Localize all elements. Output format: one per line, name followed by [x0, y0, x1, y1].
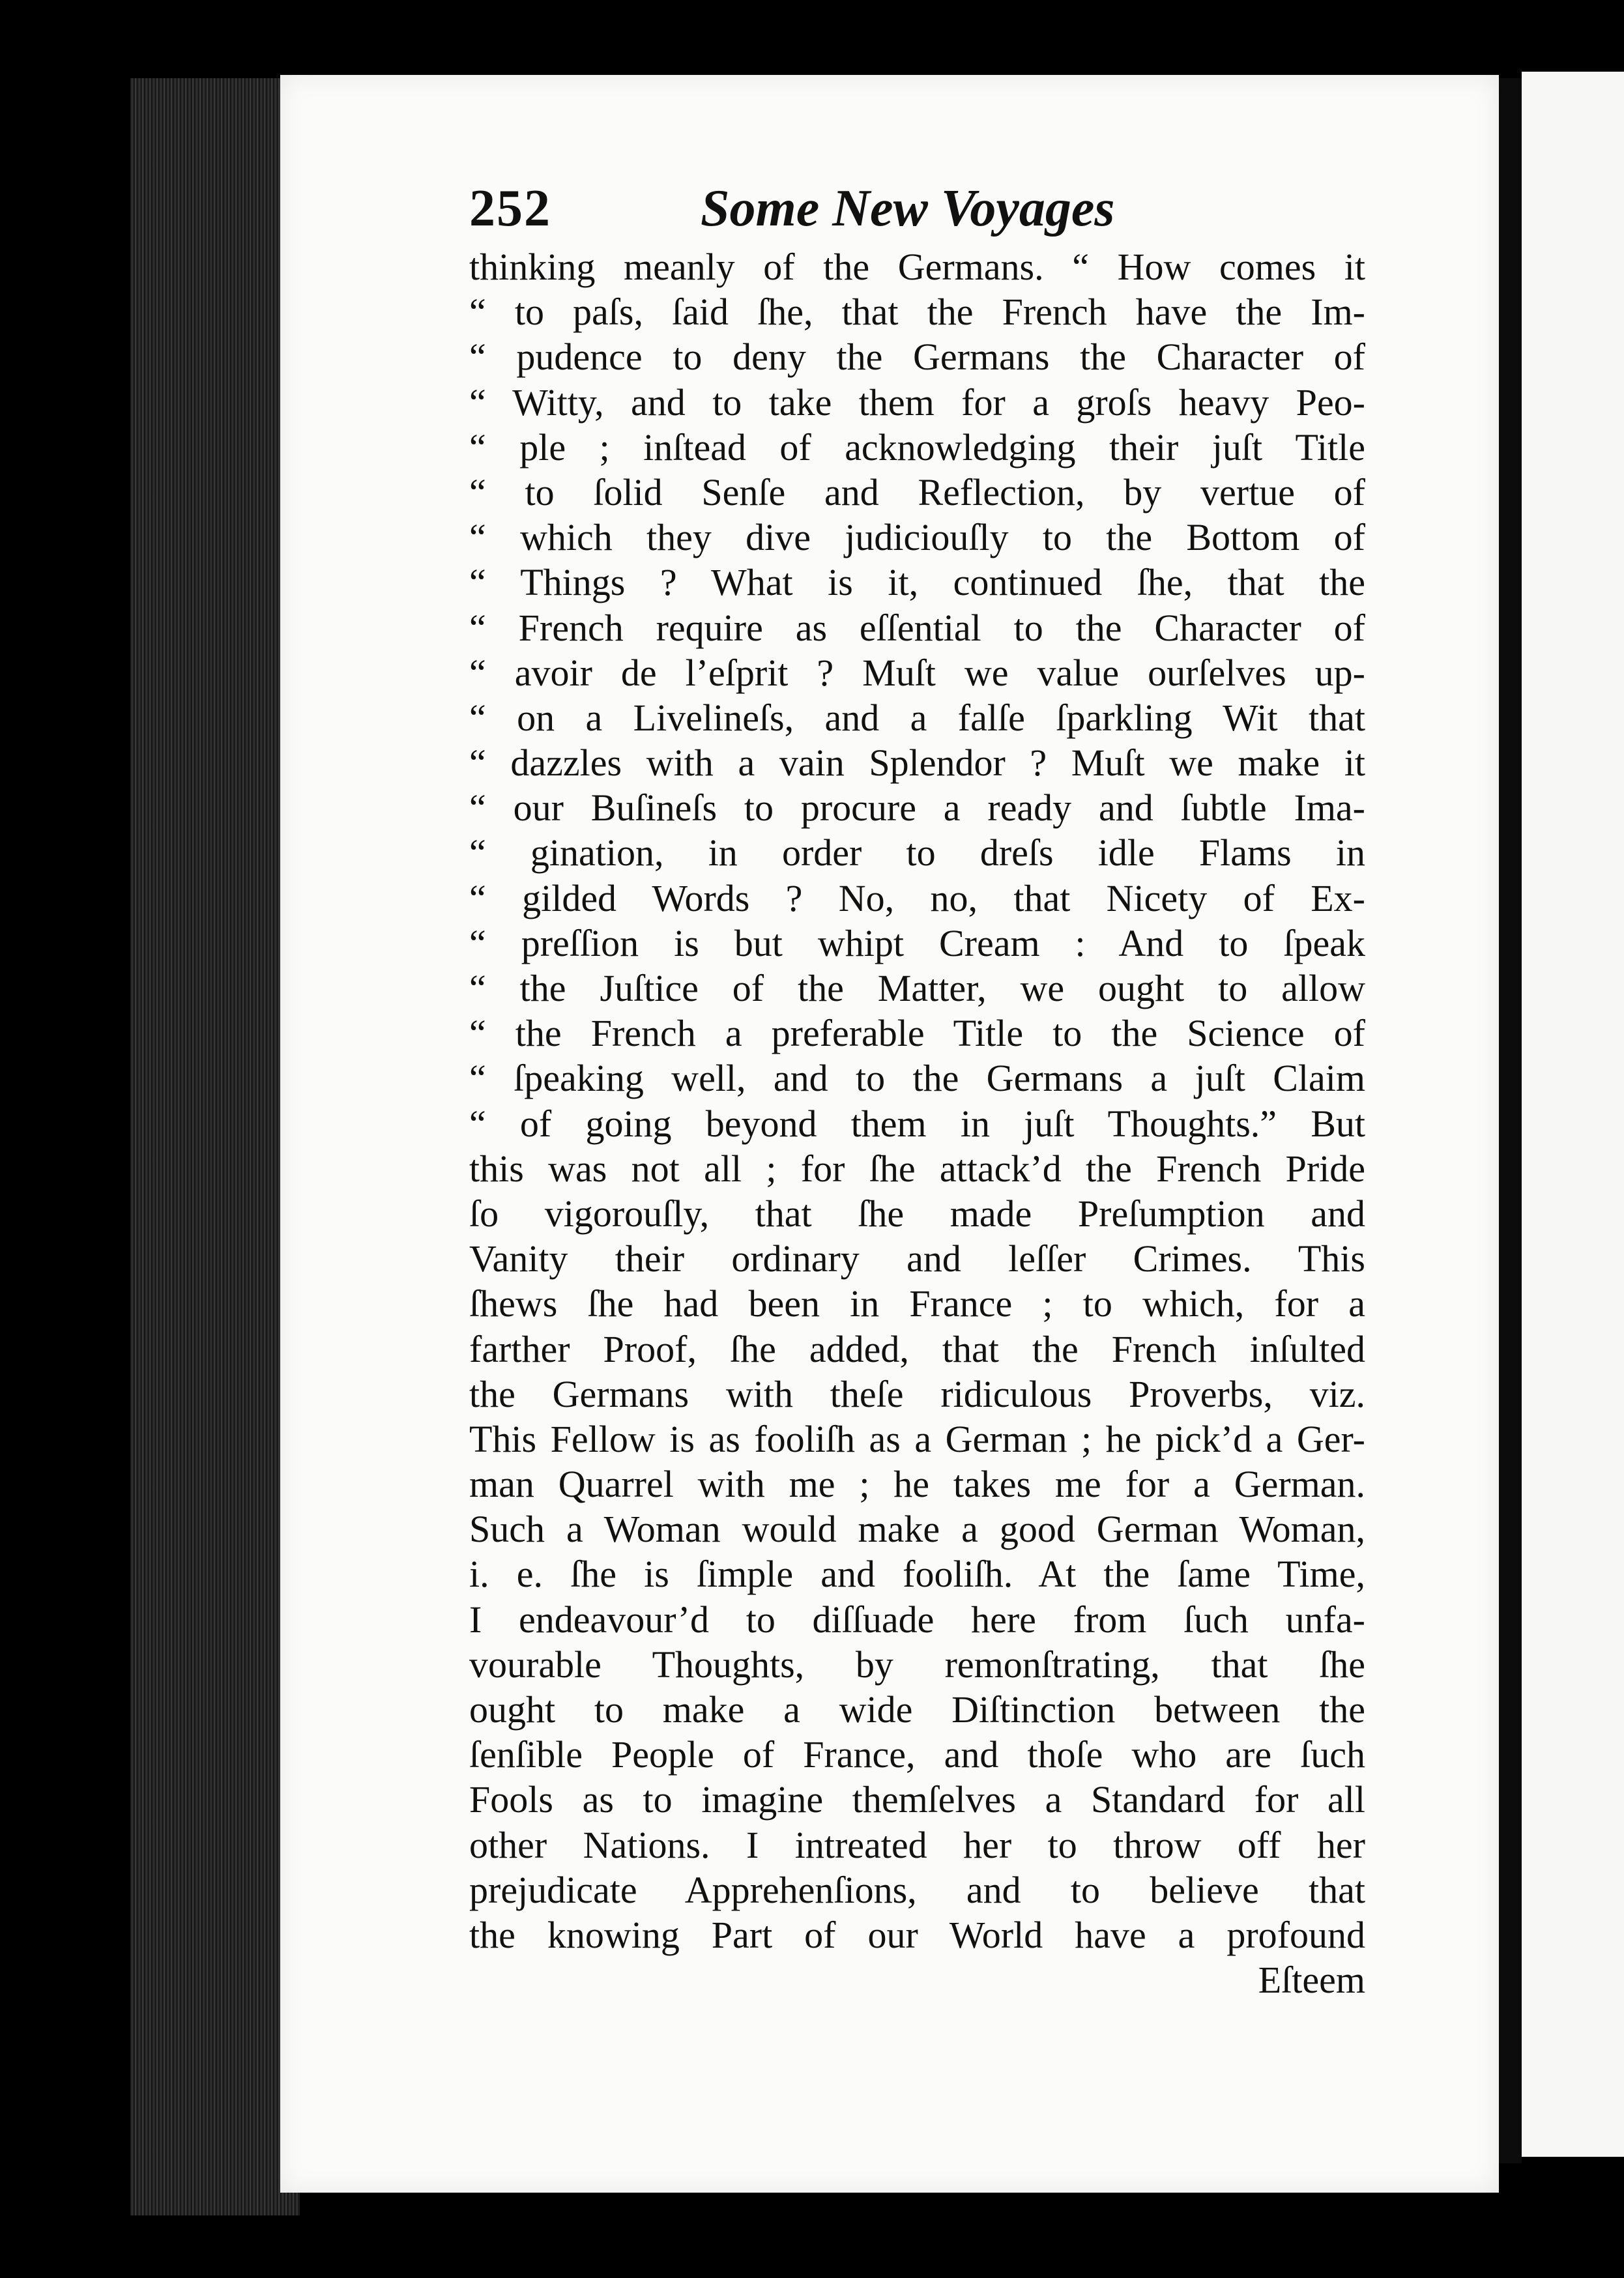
text-line: i. e. ſhe is ſimple and fooliſh. At the ſame Time, — [469, 1553, 1365, 1596]
body-text — [469, 244, 1365, 2002]
text-line: “ Things ? What is it, continued ſhe, that the — [469, 561, 1365, 604]
page-number: 252 — [469, 180, 551, 237]
text-line: “ Witty, and to take them for a groſs heavy Peo- — [469, 381, 1365, 424]
text-line: vourable Thoughts, by remonſtrating, that ſhe — [469, 1643, 1365, 1686]
text-line: ought to make a wide Diſtinction between the — [469, 1688, 1365, 1731]
text-line: Fools as to imagine themſelves a Standard for all — [469, 1778, 1365, 1821]
page-edges — [130, 78, 300, 2215]
text-line: ſhews ſhe had been in France ; to which, for a — [469, 1282, 1365, 1325]
text-line: “ to paſs, ſaid ſhe, that the French have the Im- — [469, 291, 1365, 334]
catchword: Eſteem — [1258, 1959, 1365, 2002]
text-line: Vanity their ordinary and leſſer Crimes. This — [469, 1237, 1365, 1280]
text-line: the knowing Part of our World have a profound — [469, 1913, 1365, 1956]
text-line: “ ſpeaking well, and to the Germans a juſt Claim — [469, 1057, 1365, 1100]
text-line: “ the Juſtice of the Matter, we ought to allow — [469, 967, 1365, 1009]
text-line: prejudicate Apprehenſions, and to believe that — [469, 1868, 1365, 1911]
book-gutter — [1499, 78, 1522, 2163]
text-line: other Nations. I intreated her to throw off her — [469, 1823, 1365, 1866]
text-line: “ ple ; inſtead of acknowledging their juſt Title — [469, 425, 1365, 469]
text-line: ſenſible People of France, and thoſe who are ſuch — [469, 1733, 1365, 1776]
text-line: thinking meanly of the Germans. “ How comes it — [469, 246, 1365, 288]
text-line: I endeavour’d to diſſuade here from ſuch unfa- — [469, 1598, 1365, 1641]
text-line: “ our Buſineſs to procure a ready and ſubtle Ima- — [469, 786, 1365, 829]
running-title: Some New Voyages — [701, 180, 1115, 237]
text-line: “ pudence to deny the Germans the Character of — [469, 336, 1365, 379]
text-line: “ which they dive judiciouſly to the Bottom of — [469, 516, 1365, 559]
text-line: “ dazzles with a vain Splendor ? Muſt we make it — [469, 742, 1365, 785]
text-line: “ French require as eſſential to the Character of — [469, 606, 1365, 649]
text-line: the Germans with theſe ridiculous Proverbs, viz. — [469, 1372, 1365, 1415]
text-line: “ on a Livelineſs, and a falſe ſparkling Wit that — [469, 696, 1365, 739]
text-line: ſo vigorouſly, that ſhe made Preſumption and — [469, 1192, 1365, 1235]
text-line: “ the French a preferable Title to the Science of — [469, 1012, 1365, 1055]
text-line: farther Proof, ſhe added, that the French inſulted — [469, 1327, 1365, 1370]
text-line: “ of going beyond them in juſt Thoughts.” But — [469, 1102, 1365, 1145]
page-header — [469, 179, 1382, 251]
text-line: “ preſſion is but whipt Cream : And to ſpeak — [469, 921, 1365, 964]
text-line: man Quarrel with me ; he takes me for a German. — [469, 1463, 1365, 1506]
text-line: this was not all ; for ſhe attack’d the French Pride — [469, 1147, 1365, 1190]
text-line: This Fellow is as fooliſh as a German ; he pick’d a Ger- — [469, 1417, 1365, 1460]
text-line: “ gination, in order to dreſs idle Flams in — [469, 831, 1365, 874]
text-line: Such a Woman would make a good German Woman, — [469, 1508, 1365, 1551]
facing-page-edge — [1522, 72, 1624, 2157]
text-line: “ to ſolid Senſe and Reflection, by vertue of — [469, 470, 1365, 513]
text-line: “ avoir de l’eſprit ? Muſt we value ourſelves up- — [469, 651, 1365, 694]
text-line: “ gilded Words ? No, no, that Nicety of Ex- — [469, 876, 1365, 919]
